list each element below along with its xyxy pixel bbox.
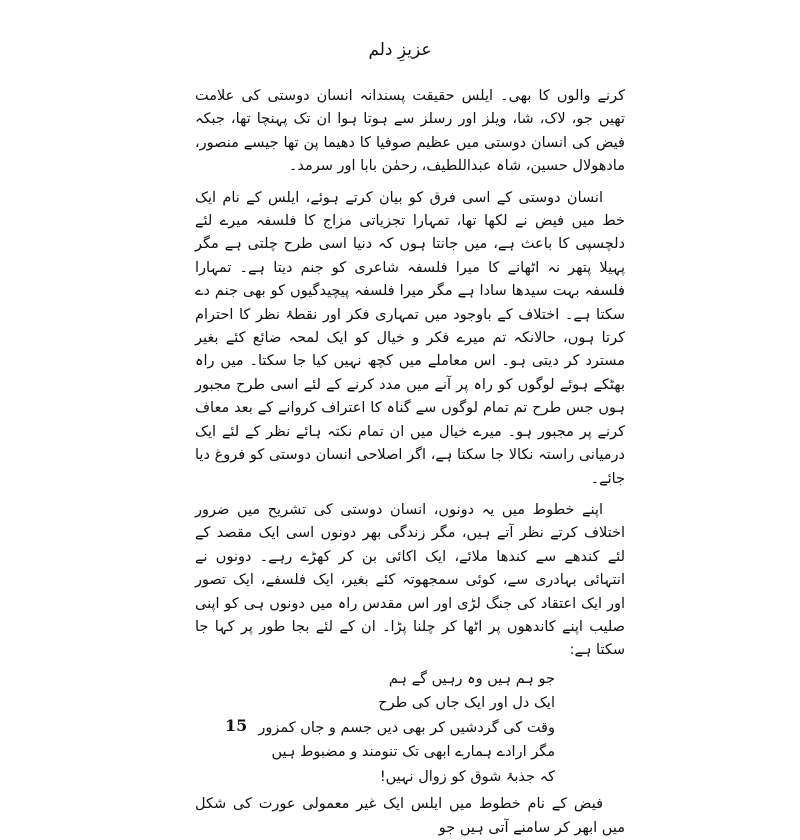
verse-line: جو ہم ہیں وہ رہیں گے ہم [388, 670, 555, 687]
poem-verse [195, 667, 625, 790]
verse-line: مگر ارادے ہمارے ابھی تک تنومند و مضبوط ہیں [271, 744, 555, 761]
verse-line: وقت کی گردشیں کر بھی دیں جسم و جاں کمزور [258, 719, 555, 736]
page-body [195, 85, 625, 840]
verse-line: کہ جذبۂ شوق کو زوال نہیں! [379, 768, 555, 785]
closing-paragraph: فیض کے نام خطوط میں ایلس ایک غیر معمولی عورت کی شکل میں ابھر کر سامنے آتی ہیں جو [195, 796, 625, 836]
paragraph-3: اپنے خطوط میں یہ دونوں، انسان دوستی کی تشریح میں ضرور اختلاف کرتے نظر آتے ہیں، مگر زندگی بھر دونوں اسی ایک مقصد کے لئے کندھے سے کندھا ملائے، ایک اکائی بن کر کھڑے رہے۔ دونوں نے انتہائی بہادری سے، کوئی سمجھوتہ کئے بغیر، ایک فلسفے، ایک تصور اور ایک اعتقاد کی جنگ لڑی اور اس مقدس راہ میں دونوں ہی کو اپنی صلیب اپنے کاندھوں پر اٹھا کر چلنا پڑا۔ ان کے لئے بجا طور پر کہا جا سکتا ہے: [195, 501, 625, 659]
verse-line: ایک دل اور ایک جاں کی طرح [378, 695, 555, 712]
page-number: 15 [225, 716, 248, 735]
running-header: عزیزِ دلم [368, 40, 432, 60]
paragraph-1: کرنے والوں کا بھی۔ ایلس حقیقت پسندانہ انسان دوستی کی علامت تھیں جو، لاک، شا، ویلز اور رسلز سے ہوتا ہوا ان تک پہنچا تھا، جبکہ فیض کی انسان دوستی میں عظیم صوفیا کا دھیما پن تھا جیسے منصور، مادھولال حسین، شاہ عبداللطیف، رحمٰن بابا اور سرمد۔ [195, 88, 625, 175]
paragraph-2: انسان دوستی کے اسی فرق کو بیان کرتے ہوئے، ایلس کے نام ایک خط میں فیض نے لکھا تھا، تمہارا تجزیاتی مزاج کا فلسفہ میرے لئے دلچسپی کا باعث ہے، میں جانتا ہوں کہ دنیا اسی طرح چلتی ہے مگر پہیلا پتھر نہ اٹھانے کا میرا فلسفہ شاعری کو جنم دیتا ہے۔ تمہارا فلسفہ بہت سیدھا سادا ہے مگر میرا فلسفہ پیچیدگیوں کو بھی جنم دے سکتا ہے۔ اختلاف کے باوجود میں تمہاری فکر اور نقطۂ نظر کا احترام کرتا ہوں، حالانکہ تم میرے فکر و خیال کو ایک لمحہ ضائع کئے بغیر مسترد کر دیتی ہو۔ اس معاملے میں کچھ نہیں کیا جا سکتا۔ میں راہ بھٹکے ہوئے لوگوں کو راہ پر آنے میں مدد کرنے کے لئے اسی طرح مجبور ہوں جس طرح تم تمام لوگوں سے گناہ کا اعتراف کروانے کے بعد معاف کرنے پر مجبور ہو۔ میرے خیال میں ان تمام نکتہ ہائے نظر کے لئے ایک درمیانی راستہ نکالا جا سکتا ہے، اگر اصلاحی انسان دوستی کو فروغ دیا جائے۔ [195, 189, 625, 487]
